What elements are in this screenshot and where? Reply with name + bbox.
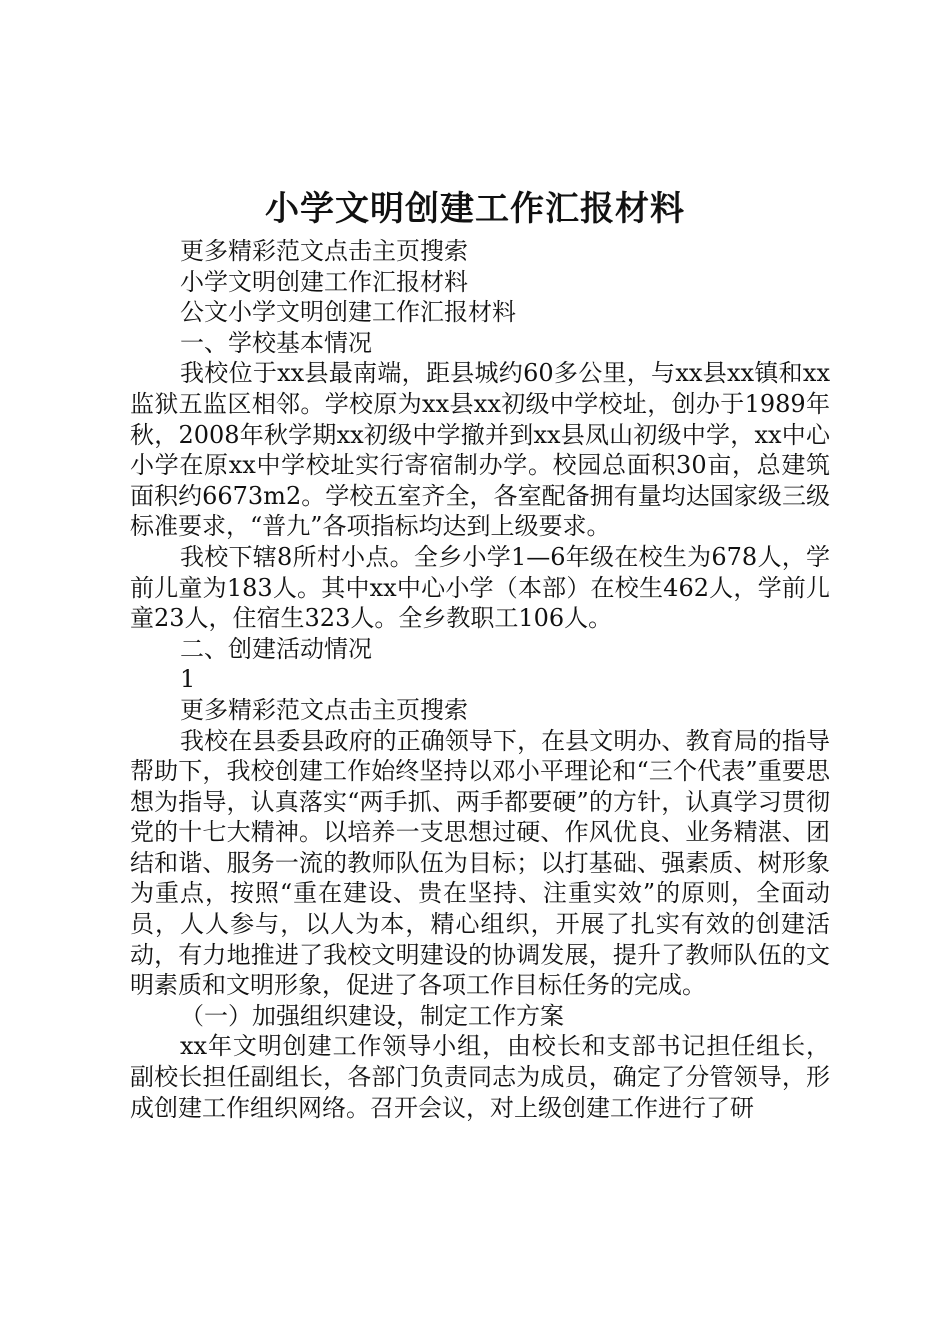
subtitle-line: 小学文明创建工作汇报材料 [180,267,468,296]
subsection-heading-1: （一）加强组织建设，制定工作方案 [180,1001,564,1030]
paragraph-school-location: 我校位于xx县最南端，距县城约60多公里，与xx县xx镇和xx监狱五监区相邻。学校原为xx县xx初级中学校址，创办于1989年秋，2008年秋学期xx初级中学撤并到xx县凤山初级中学，xx中心小学在原xx中学校址实行寄宿制办学。校园总面积30亩，总建筑面积约6673m2。学校五室齐全，各室配备拥有量均达国家级三级标准要求，“普九”各项指标均达到上级要求。 [130,359,830,541]
section-heading-2: 二、创建活动情况 [180,634,372,663]
document-title: 小学文明创建工作汇报材料 [265,189,685,229]
promo-line: 更多精彩范文点击主页搜索 [180,237,468,265]
page-number: 1 [180,665,196,694]
doc-type-line: 公文小学文明创建工作汇报材料 [180,298,516,327]
paragraph-creation-activities: 我校在县委县政府的正确领导下，在县文明办、教育局的指导帮助下，我校创建工作始终坚持以邓小平理论和“三个代表”重要思想为指导，认真落实“两手抓、两手都要硬”的方针，认真学习贯彻党的十七大精神。以培养一支思想过硬、作风优良、业务精湛、团结和谐、服务一流的教师队伍为目标；以打基础、强素质、树形象为重点，按照“重在建设、贵在坚持、注重实效”的原则，全面动员，人人参与，以人为本，精心组织，开展了扎实有效的创建活动，有力地推进了我校文明建设的协调发展，提升了教师队伍的文明素质和文明形象，促进了各项工作目标任务的完成。 [130,726,830,1000]
section-heading-1: 一、学校基本情况 [180,328,372,357]
promo-line-2: 更多精彩范文点击主页搜索 [180,695,468,724]
paragraph-leadership-group: xx年文明创建工作领导小组，由校长和支部书记担任组长，副校长担任副组长，各部门负责同志为成员，确定了分管领导，形成创建工作组织网络。召开会议，对上级创建工作进行了研 [130,1032,830,1122]
paragraph-school-stats: 我校下辖8所村小点。全乡小学1—6年级在校生为678人，学前儿童为183人。其中xx中心小学（本部）在校生462人，学前儿童23人，住宿生323人。全乡教职工106人。 [130,542,830,633]
document-body [130,236,830,1123]
